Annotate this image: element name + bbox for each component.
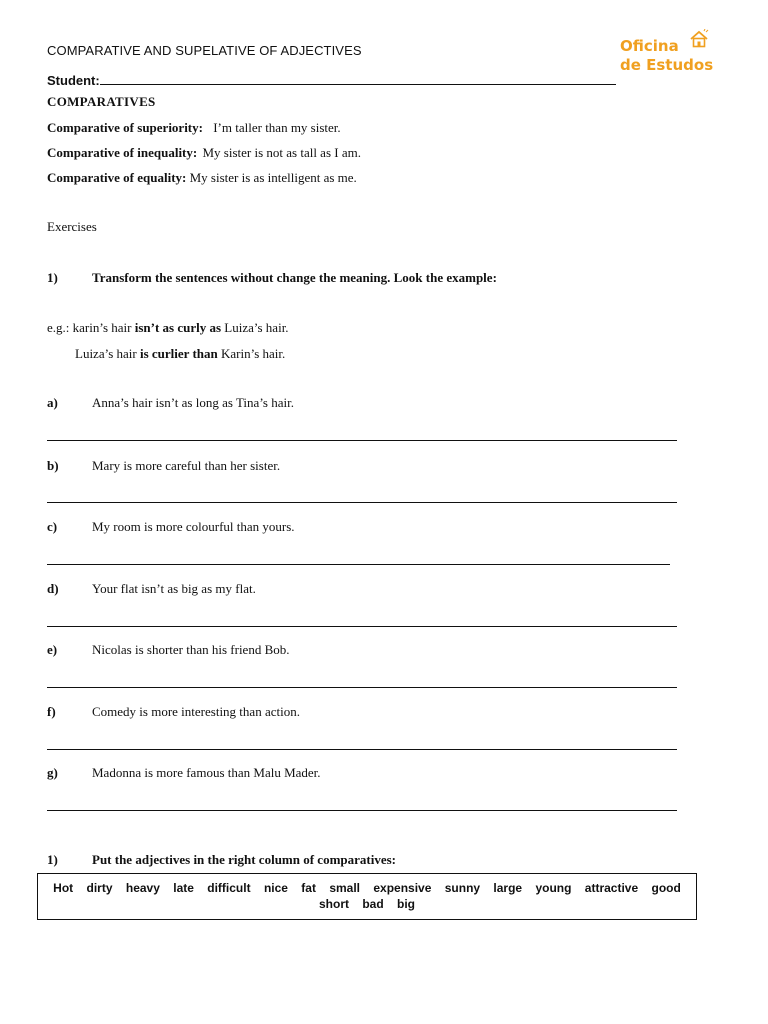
- logo: [620, 29, 716, 77]
- adjectives-row-2: [38, 896, 696, 912]
- adjective-word: heavy: [125, 881, 160, 895]
- answer-line-c[interactable]: [47, 564, 670, 565]
- item-b-text: Mary is more careful than her sister.: [92, 458, 281, 473]
- exercise2-instruction: Put the adjectives in the right column of comparatives:: [92, 852, 397, 867]
- answer-line-d[interactable]: [47, 626, 677, 627]
- equality-label: Comparative of equality:: [47, 170, 187, 185]
- item-d-letter: d): [47, 581, 59, 596]
- superiority-label: Comparative of superiority:: [47, 120, 203, 135]
- item-d-text: Your flat isn’t as big as my flat.: [92, 581, 256, 596]
- exercise1-instruction: Transform the sentences without change the meaning. Look the example:: [92, 270, 497, 285]
- adjective-word: Hot: [53, 881, 74, 895]
- item-g-letter: g): [47, 765, 58, 780]
- adjectives-box: [37, 873, 697, 920]
- logo-line2: de Estudos: [620, 56, 714, 74]
- exercise2-number: 1): [47, 852, 58, 867]
- item-g-text: Madonna is more famous than Malu Mader.: [92, 765, 321, 780]
- item-e-text: Nicolas is shorter than his friend Bob.: [92, 642, 290, 657]
- example-bold-1: isn’t as curly as: [134, 320, 222, 335]
- example2-prefix: Luiza’s hair: [75, 346, 137, 361]
- adjective-word: large: [493, 881, 523, 895]
- item-f-text: Comedy is more interesting than action.: [92, 704, 300, 719]
- student-name-line[interactable]: [100, 72, 616, 85]
- adjective-word: small: [329, 881, 360, 895]
- answer-line-b[interactable]: [47, 502, 677, 503]
- adjective-word: attractive: [584, 881, 639, 895]
- inequality-label: Comparative of inequality:: [47, 145, 198, 160]
- equality-example: My sister is as intelligent as me.: [189, 170, 357, 185]
- adjective-word: expensive: [373, 881, 432, 895]
- adjective-word: late: [173, 881, 194, 895]
- item-c-letter: c): [47, 519, 58, 534]
- example-prefix: e.g.: karin’s hair: [47, 320, 132, 335]
- exercise1-number: 1): [47, 270, 58, 285]
- exercises-label: Exercises: [47, 219, 97, 234]
- adjective-word: young: [535, 881, 572, 895]
- answer-line-a[interactable]: [47, 440, 677, 441]
- item-e-letter: e): [47, 642, 58, 657]
- logo-line1: Oficina: [620, 37, 679, 55]
- comparatives-heading: COMPARATIVES: [47, 94, 156, 109]
- example-mid: Luiza’s hair.: [224, 320, 289, 335]
- adjective-word: dirty: [86, 881, 113, 895]
- adjective-word: fat: [301, 881, 316, 895]
- student-label: Student:: [47, 73, 100, 88]
- example-line-1: [47, 320, 289, 336]
- example-line-2: [75, 346, 285, 362]
- example-bold-2: is curlier than: [139, 346, 218, 361]
- adjective-word: difficult: [207, 881, 251, 895]
- document-title: COMPARATIVE AND SUPELATIVE OF ADJECTIVES: [47, 43, 362, 58]
- item-b-letter: b): [47, 458, 59, 473]
- answer-line-g[interactable]: [47, 810, 677, 811]
- adjective-word: good: [651, 881, 681, 895]
- example2-suffix: Karin’s hair.: [221, 346, 286, 361]
- student-field: [47, 72, 616, 89]
- adjective-word: big: [397, 897, 416, 911]
- house-icon: [688, 29, 710, 49]
- item-a-text: Anna’s hair isn’t as long as Tina’s hair.: [92, 395, 294, 410]
- answer-line-e[interactable]: [47, 687, 677, 688]
- superiority-example: I’m taller than my sister.: [213, 120, 341, 135]
- adjective-word: nice: [263, 881, 288, 895]
- definition-superiority: [47, 120, 341, 136]
- adjectives-row-1: [38, 880, 696, 896]
- inequality-example: My sister is not as tall as I am.: [202, 145, 361, 160]
- item-c-text: My room is more colourful than yours.: [92, 519, 295, 534]
- answer-line-f[interactable]: [47, 749, 677, 750]
- definition-equality: [47, 170, 357, 186]
- adjective-word: short: [318, 897, 349, 911]
- item-f-letter: f): [47, 704, 56, 719]
- adjective-word: sunny: [444, 881, 481, 895]
- definition-inequality: [47, 145, 361, 161]
- item-a-letter: a): [47, 395, 58, 410]
- adjective-word: bad: [362, 897, 384, 911]
